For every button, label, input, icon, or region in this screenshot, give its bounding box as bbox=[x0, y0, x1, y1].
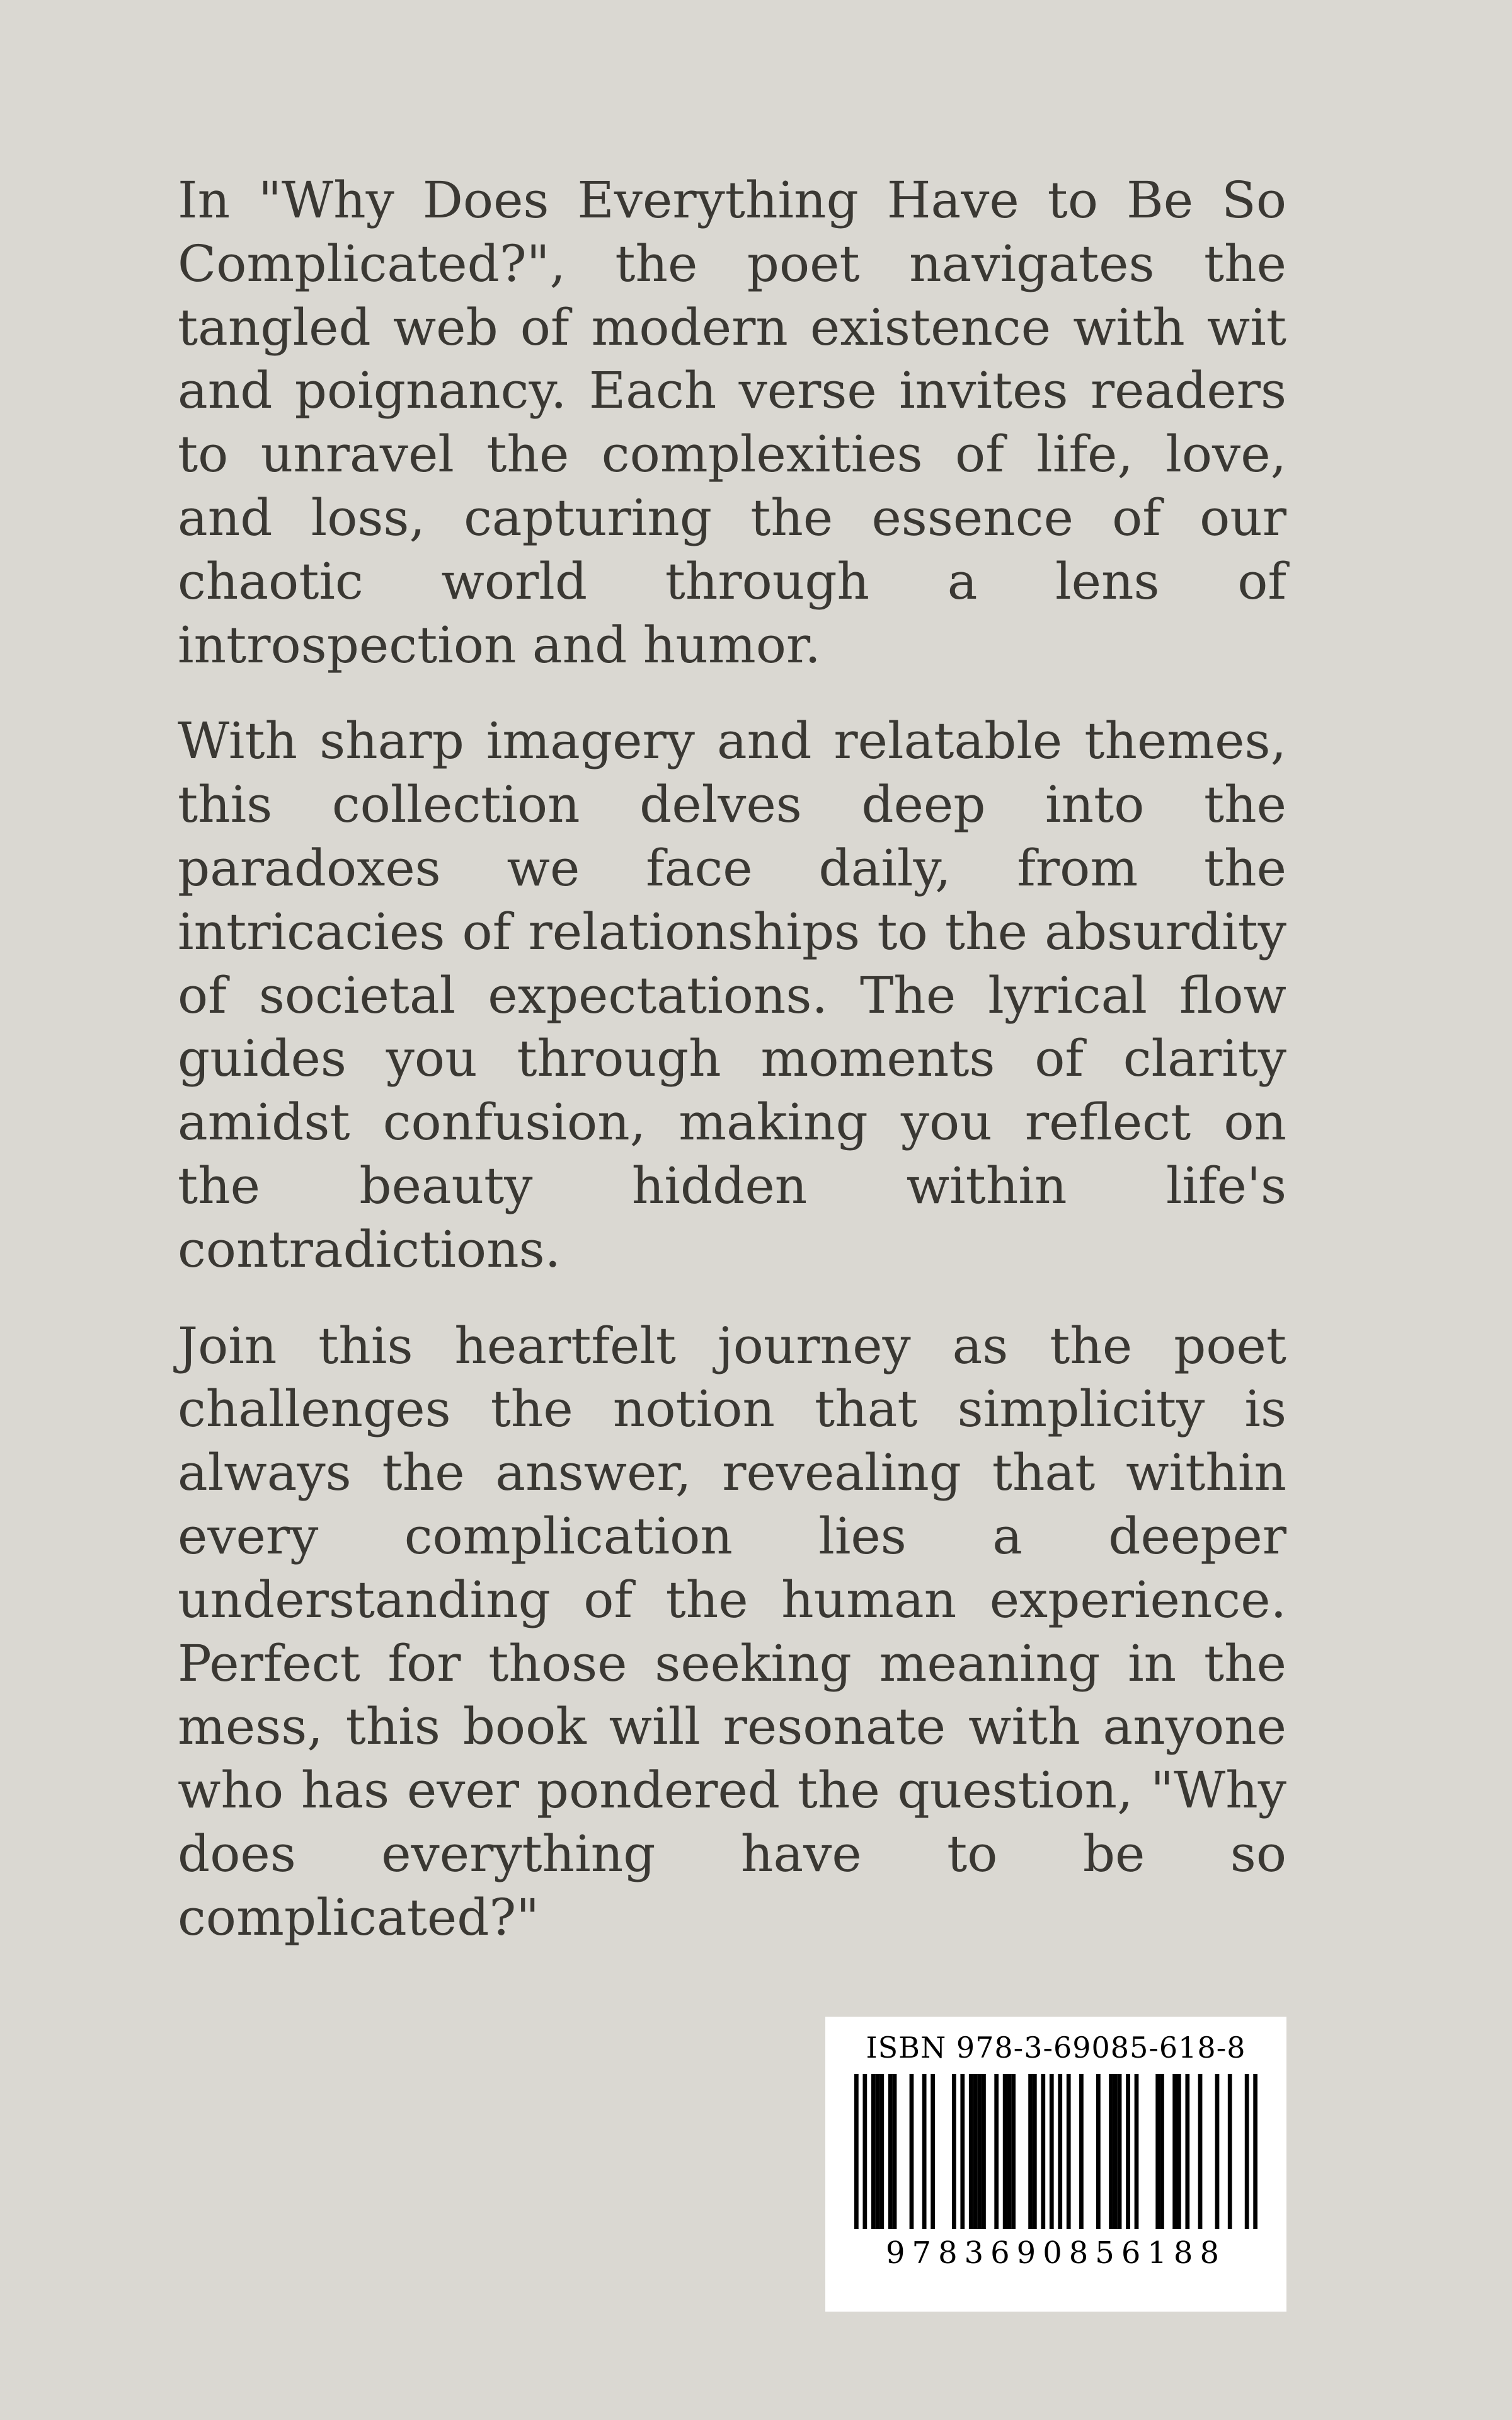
blurb-paragraph: In "Why Does Everything Have to Be So Complicated?", the poet navigates the tangled web of modern existence with wit and poignancy. Each verse invites readers to unravel the complexities of life, love, and loss, capturing the essence of our chaotic world through a lens of introspection and humor. bbox=[178, 171, 1286, 674]
isbn-box bbox=[825, 2017, 1286, 2312]
blurb-paragraph: With sharp imagery and relatable themes, this collection delves deep into the paradoxes we face daily, from the intricacies of relationships to the absurdity of societal expectations. The lyrical flow guides you through moments of clarity amidst confusion, making you reflect on the beauty hidden within life's contradictions. bbox=[178, 712, 1286, 1279]
back-cover-blurb bbox=[178, 169, 1286, 1983]
isbn-label: ISBN 978-3-69085-618-8 bbox=[866, 2031, 1246, 2065]
isbn-digits: 9783690856188 bbox=[885, 2235, 1226, 2271]
blurb-paragraph: Join this heartfelt journey as the poet challenges the notion that simplicity is always the answer, revealing that within every complication lies a deeper understanding of the human experience. Perfect for those seeking meaning in the mess, this book will resonate with anyone who has ever pondered the question, "Why does everything have to be so complicated?" bbox=[178, 1316, 1286, 1947]
isbn-barcode bbox=[854, 2074, 1257, 2229]
